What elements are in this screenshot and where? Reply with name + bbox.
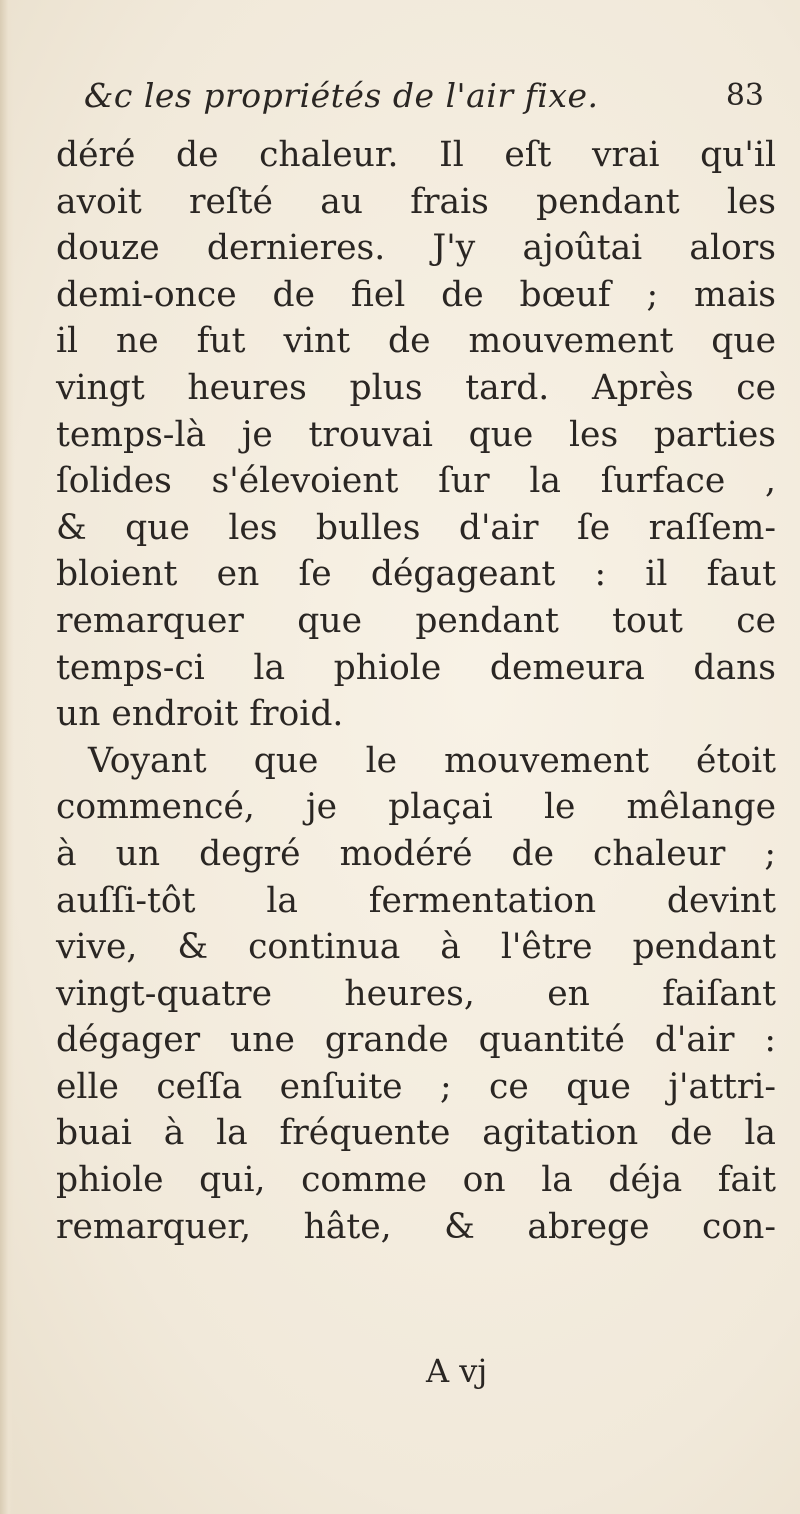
text-line: Voyant que le mouvement étoit <box>88 740 776 781</box>
text-line: elle ceſſa enſuite ; ce que j'attri- <box>56 1066 776 1107</box>
text-line: un endroit froid. <box>56 694 344 735</box>
body-text <box>56 132 776 1250</box>
page-header <box>84 76 764 136</box>
text-line: douze dernieres. J'y ajoûtai alors <box>56 228 776 269</box>
text-line: remarquer que pendant tout ce <box>56 600 776 641</box>
running-head: &c les propriétés de l'air fixe. <box>84 76 599 115</box>
text-line: auſſi-tôt la fermentation devint <box>56 880 776 921</box>
text-line: vingt heures plus tard. Après ce <box>56 367 776 408</box>
text-line: temps-ci la phiole demeura dans <box>56 647 776 688</box>
text-line: & que les bulles d'air ſe raſſem- <box>56 507 776 548</box>
text-line: buai à la fréquente agitation de la <box>56 1113 776 1154</box>
text-line: déré de chaleur. Il eſt vrai qu'il <box>56 135 776 175</box>
text-line: bloient en ſe dégageant : il faut <box>56 554 776 595</box>
text-line: demi-once de fiel de bœuf ; mais <box>56 274 776 315</box>
page-number: 83 <box>725 78 764 113</box>
text-line: temps-là je trouvai que les parties <box>56 414 776 455</box>
text-line: il ne fut vint de mouvement que <box>56 321 776 362</box>
text-line: vingt-quatre heures, en faiſant <box>56 973 776 1014</box>
text-line: commencé, je plaçai le mêlange <box>56 787 776 828</box>
text-line: avoit reſté au frais pendant les <box>56 181 776 222</box>
text-line: remarquer, hâte, & abrege con- <box>56 1206 776 1247</box>
text-line: vive, & continua à l'être pendant <box>56 927 776 968</box>
text-line: ſolides s'élevoient ſur la ſurface , <box>56 461 776 502</box>
text-line: à un degré modéré de chaleur ; <box>56 833 776 874</box>
text-line: phiole qui, comme on la déja fait <box>56 1160 776 1201</box>
text-line: dégager une grande quantité d'air : <box>56 1020 776 1061</box>
signature-mark: A vj <box>426 1352 488 1390</box>
page-edge-shadow <box>0 0 14 1514</box>
